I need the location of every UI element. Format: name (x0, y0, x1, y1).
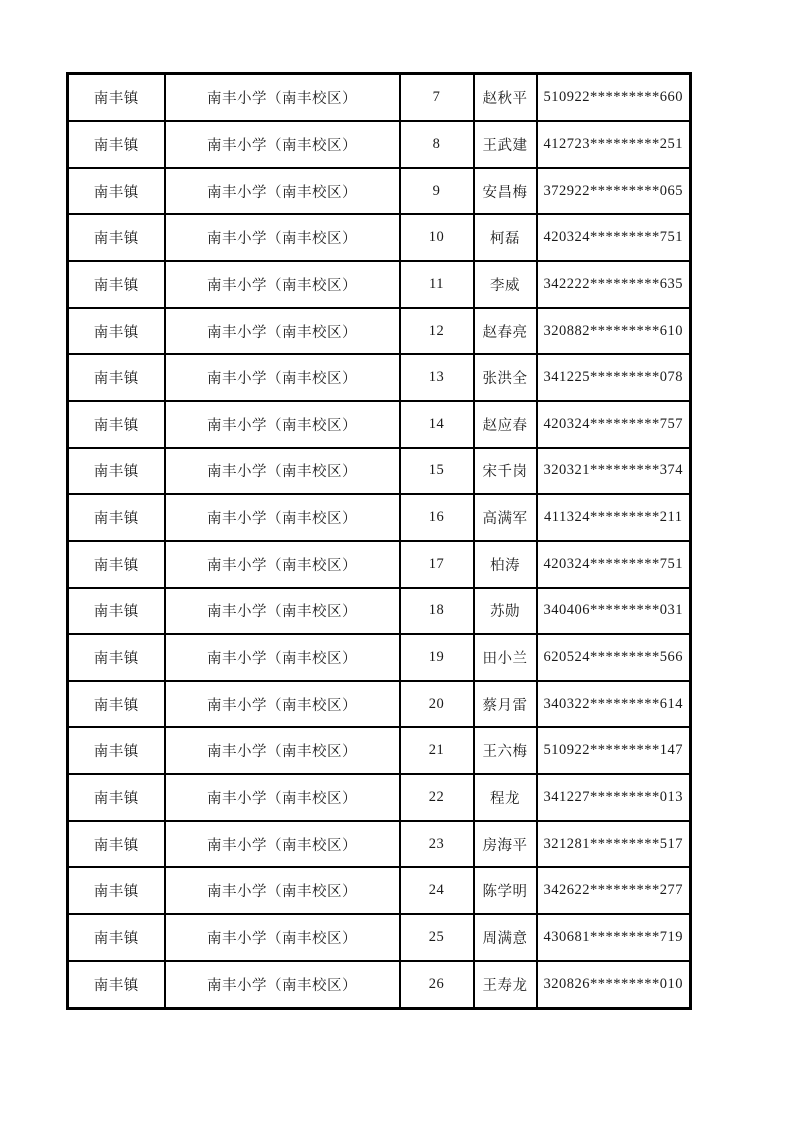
student-roster-table (66, 72, 692, 1010)
cell-school: 南丰小学（南丰校区） (165, 401, 400, 448)
cell-school: 南丰小学（南丰校区） (165, 308, 400, 355)
cell-town: 南丰镇 (68, 821, 165, 868)
cell-serial: 14 (400, 401, 474, 448)
cell-school: 南丰小学（南丰校区） (165, 681, 400, 728)
table-row (68, 168, 691, 215)
cell-town: 南丰镇 (68, 401, 165, 448)
cell-town: 南丰镇 (68, 961, 165, 1009)
cell-town: 南丰镇 (68, 494, 165, 541)
cell-id-masked: 341225*********078 (537, 354, 691, 401)
cell-town: 南丰镇 (68, 448, 165, 495)
cell-id-masked: 420324*********751 (537, 214, 691, 261)
cell-id-masked: 341227*********013 (537, 774, 691, 821)
cell-id-masked: 430681*********719 (537, 914, 691, 961)
cell-serial: 15 (400, 448, 474, 495)
cell-name: 王寿龙 (474, 961, 537, 1009)
cell-name: 安昌梅 (474, 168, 537, 215)
cell-town: 南丰镇 (68, 354, 165, 401)
cell-name: 王六梅 (474, 727, 537, 774)
cell-school: 南丰小学（南丰校区） (165, 961, 400, 1009)
cell-serial: 19 (400, 634, 474, 681)
table-row (68, 961, 691, 1009)
cell-serial: 7 (400, 74, 474, 122)
table-row (68, 261, 691, 308)
cell-school: 南丰小学（南丰校区） (165, 74, 400, 122)
table-row (68, 681, 691, 728)
table-row (68, 821, 691, 868)
cell-id-masked: 620524*********566 (537, 634, 691, 681)
cell-id-masked: 510922*********660 (537, 74, 691, 122)
cell-id-masked: 510922*********147 (537, 727, 691, 774)
cell-school: 南丰小学（南丰校区） (165, 121, 400, 168)
cell-town: 南丰镇 (68, 121, 165, 168)
cell-town: 南丰镇 (68, 867, 165, 914)
cell-id-masked: 340322*********614 (537, 681, 691, 728)
cell-serial: 16 (400, 494, 474, 541)
cell-id-masked: 372922*********065 (537, 168, 691, 215)
cell-serial: 18 (400, 588, 474, 635)
cell-name: 李威 (474, 261, 537, 308)
table-row (68, 634, 691, 681)
cell-serial: 20 (400, 681, 474, 728)
cell-school: 南丰小学（南丰校区） (165, 821, 400, 868)
cell-town: 南丰镇 (68, 727, 165, 774)
cell-name: 高满军 (474, 494, 537, 541)
cell-id-masked: 320882*********610 (537, 308, 691, 355)
cell-id-masked: 420324*********757 (537, 401, 691, 448)
cell-serial: 21 (400, 727, 474, 774)
cell-id-masked: 420324*********751 (537, 541, 691, 588)
cell-serial: 11 (400, 261, 474, 308)
cell-town: 南丰镇 (68, 168, 165, 215)
cell-name: 陈学明 (474, 867, 537, 914)
cell-town: 南丰镇 (68, 774, 165, 821)
cell-name: 周满意 (474, 914, 537, 961)
cell-name: 赵秋平 (474, 74, 537, 122)
cell-school: 南丰小学（南丰校区） (165, 541, 400, 588)
roster-table-body (68, 74, 691, 1009)
table-row (68, 354, 691, 401)
cell-name: 柏涛 (474, 541, 537, 588)
cell-serial: 25 (400, 914, 474, 961)
cell-serial: 22 (400, 774, 474, 821)
table-row (68, 867, 691, 914)
cell-school: 南丰小学（南丰校区） (165, 214, 400, 261)
cell-town: 南丰镇 (68, 681, 165, 728)
cell-serial: 17 (400, 541, 474, 588)
cell-school: 南丰小学（南丰校区） (165, 867, 400, 914)
cell-name: 王武建 (474, 121, 537, 168)
cell-town: 南丰镇 (68, 74, 165, 122)
cell-school: 南丰小学（南丰校区） (165, 168, 400, 215)
cell-serial: 9 (400, 168, 474, 215)
cell-school: 南丰小学（南丰校区） (165, 261, 400, 308)
cell-serial: 8 (400, 121, 474, 168)
cell-serial: 13 (400, 354, 474, 401)
cell-town: 南丰镇 (68, 634, 165, 681)
cell-name: 赵春亮 (474, 308, 537, 355)
cell-town: 南丰镇 (68, 914, 165, 961)
cell-name: 房海平 (474, 821, 537, 868)
cell-id-masked: 342622*********277 (537, 867, 691, 914)
table-row (68, 214, 691, 261)
cell-town: 南丰镇 (68, 588, 165, 635)
table-row (68, 914, 691, 961)
cell-town: 南丰镇 (68, 261, 165, 308)
cell-id-masked: 321281*********517 (537, 821, 691, 868)
cell-id-masked: 342222*********635 (537, 261, 691, 308)
table-row (68, 494, 691, 541)
cell-id-masked: 320826*********010 (537, 961, 691, 1009)
cell-town: 南丰镇 (68, 214, 165, 261)
cell-name: 田小兰 (474, 634, 537, 681)
table-row (68, 121, 691, 168)
cell-town: 南丰镇 (68, 308, 165, 355)
cell-town: 南丰镇 (68, 541, 165, 588)
table-row (68, 74, 691, 122)
cell-school: 南丰小学（南丰校区） (165, 448, 400, 495)
table-row (68, 448, 691, 495)
cell-id-masked: 340406*********031 (537, 588, 691, 635)
cell-serial: 26 (400, 961, 474, 1009)
cell-name: 张洪全 (474, 354, 537, 401)
table-row (68, 727, 691, 774)
table-row (68, 774, 691, 821)
cell-name: 苏勋 (474, 588, 537, 635)
table-row (68, 308, 691, 355)
cell-name: 宋千岗 (474, 448, 537, 495)
cell-id-masked: 412723*********251 (537, 121, 691, 168)
cell-id-masked: 320321*********374 (537, 448, 691, 495)
cell-school: 南丰小学（南丰校区） (165, 588, 400, 635)
cell-id-masked: 411324*********211 (537, 494, 691, 541)
cell-serial: 12 (400, 308, 474, 355)
cell-school: 南丰小学（南丰校区） (165, 494, 400, 541)
cell-serial: 24 (400, 867, 474, 914)
table-row (68, 401, 691, 448)
cell-serial: 23 (400, 821, 474, 868)
table-row (68, 588, 691, 635)
cell-serial: 10 (400, 214, 474, 261)
table-row (68, 541, 691, 588)
cell-name: 蔡月雷 (474, 681, 537, 728)
cell-school: 南丰小学（南丰校区） (165, 354, 400, 401)
cell-school: 南丰小学（南丰校区） (165, 634, 400, 681)
cell-school: 南丰小学（南丰校区） (165, 727, 400, 774)
cell-name: 柯磊 (474, 214, 537, 261)
cell-name: 程龙 (474, 774, 537, 821)
cell-school: 南丰小学（南丰校区） (165, 774, 400, 821)
cell-school: 南丰小学（南丰校区） (165, 914, 400, 961)
cell-name: 赵应春 (474, 401, 537, 448)
